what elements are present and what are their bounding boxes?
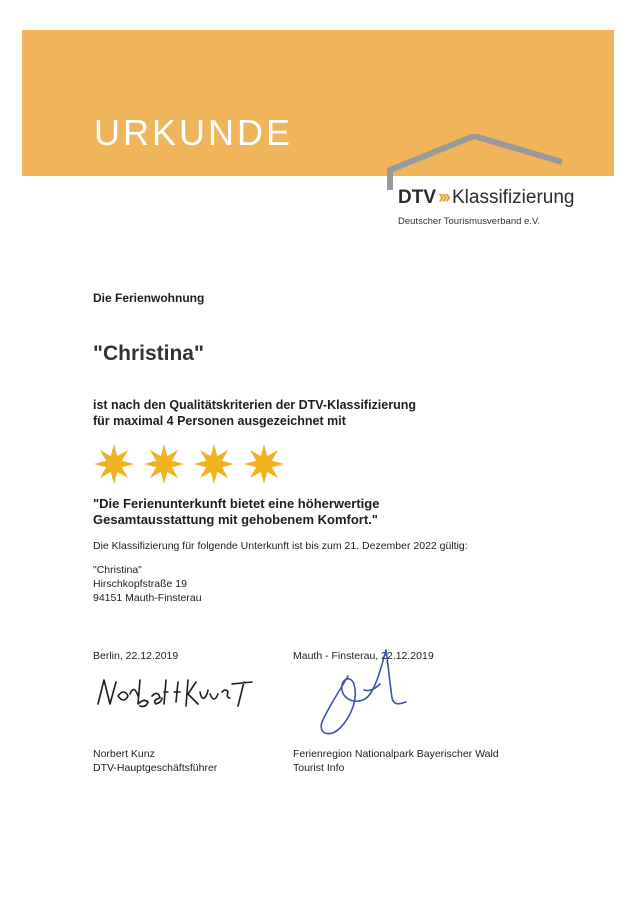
left-place-date: Berlin, 22.12.2019	[93, 650, 179, 662]
star-rating	[92, 442, 312, 486]
right-place-date: Mauth - Finsterau, 22.12.2019	[293, 650, 434, 662]
logo-subtitle: Deutscher Tourismusverband e.V.	[398, 216, 541, 227]
left-signer-name: Norbert Kunz	[93, 748, 155, 760]
star-icon	[144, 444, 184, 484]
criteria-line-2: für maximal 4 Personen ausgezeichnet mit	[93, 414, 346, 428]
logo-wordmark	[398, 187, 574, 209]
rating-quote-line-2: Gesamtausstattung mit gehobenem Komfort."	[93, 512, 378, 527]
signature-norbert-kunz	[92, 670, 272, 720]
address-name: "Christina"	[93, 564, 142, 576]
dtv-logo	[382, 134, 622, 244]
address-street: Hirschkopfstraße 19	[93, 578, 187, 590]
star-icon	[94, 444, 134, 484]
certificate-title: URKUNDE	[94, 112, 294, 153]
left-signer-role: DTV-Hauptgeschäftsführer	[93, 762, 218, 774]
right-signer-name: Ferienregion Nationalpark Bayerischer Wald	[293, 748, 499, 760]
property-name: "Christina"	[93, 342, 204, 365]
house-roof-icon	[382, 134, 622, 194]
star-icon	[194, 444, 234, 484]
property-type: Die Ferienwohnung	[93, 291, 205, 305]
criteria-line-1: ist nach den Qualitätskriterien der DTV-Klassifizierung	[93, 398, 416, 412]
right-signer-role: Tourist Info	[293, 762, 345, 774]
rating-quote-line-1: "Die Ferienunterkunft bietet eine höherwertige	[93, 496, 380, 511]
logo-brand: DTV	[398, 187, 436, 208]
address-city: 94151 Mauth-Finsterau	[93, 592, 202, 604]
logo-chevron-icon: ›››	[438, 187, 448, 208]
logo-name: Klassifizierung	[451, 187, 575, 208]
star-icon	[244, 444, 284, 484]
validity-statement: Die Klassifizierung für folgende Unterkunft ist bis zum 21. Dezember 2022 gültig:	[93, 540, 468, 552]
signature-tourist-info	[300, 638, 420, 746]
